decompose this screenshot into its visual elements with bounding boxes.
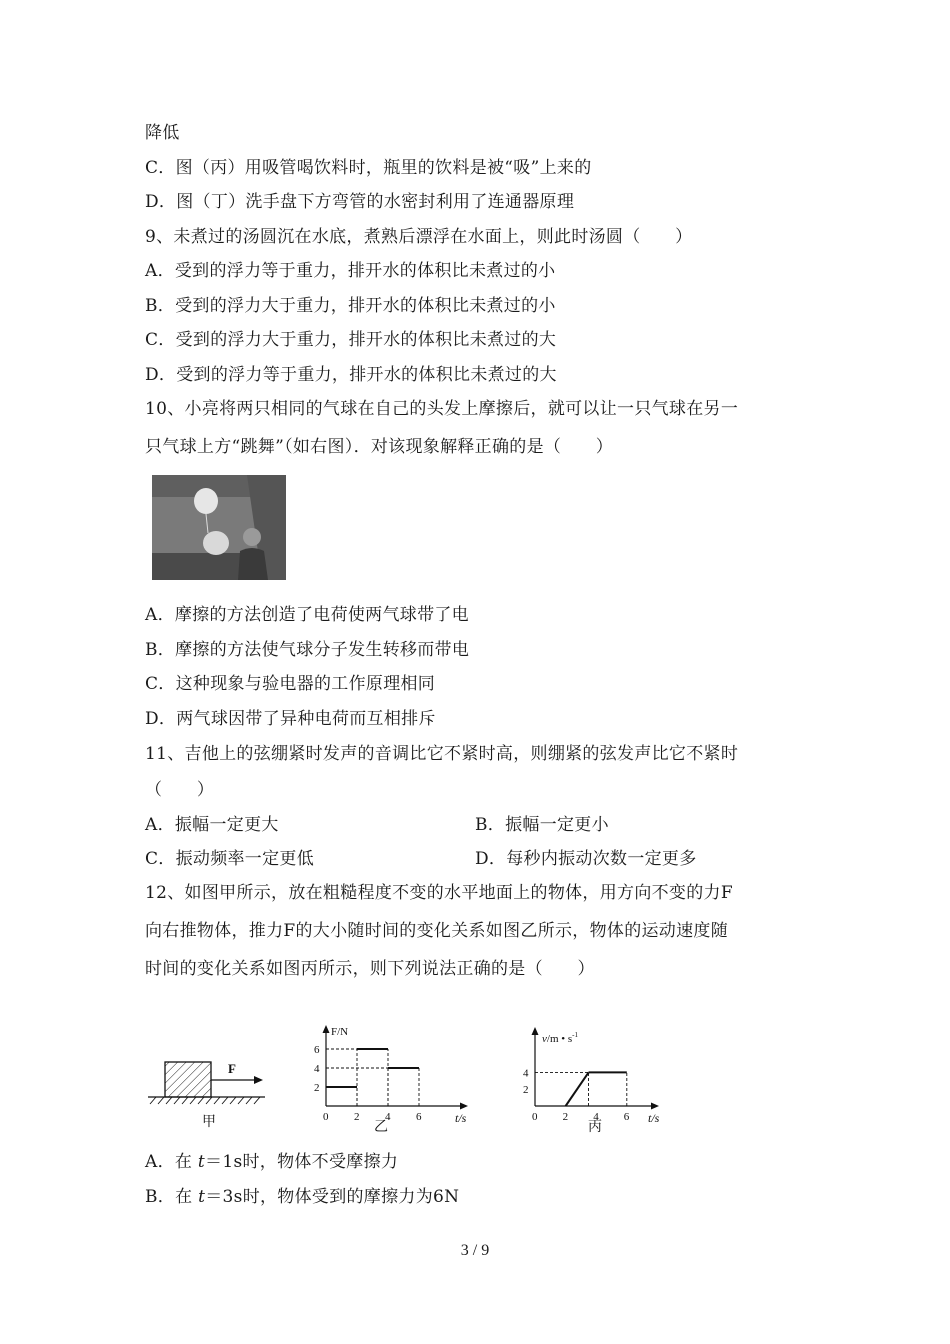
person-body	[238, 548, 268, 580]
x-tick-label: 2	[562, 1111, 569, 1123]
force-label: F	[228, 1061, 236, 1076]
y-tick-label: 6	[314, 1044, 320, 1056]
x-axis-arrow	[651, 1103, 659, 1110]
caption-bing: 丙	[588, 1120, 602, 1135]
x-axis-arrow	[460, 1103, 468, 1110]
q12-option-a-post: ＝1s时，物体不受摩擦力	[205, 1152, 399, 1172]
caption-jia: 甲	[202, 1115, 216, 1130]
q12-option-a-pre: A．在	[145, 1152, 198, 1172]
upper-balloon	[194, 488, 218, 514]
x-tick-label: 6	[416, 1111, 422, 1123]
balloon-photo-drawing	[152, 475, 286, 580]
y-axis-label	[542, 1031, 578, 1045]
x-tick-label: 4	[385, 1111, 391, 1123]
q9-option-d: D．受到的浮力等于重力，排开水的体积比未煮过的大	[145, 365, 557, 385]
y-tick-label: 4	[523, 1067, 529, 1080]
y-axis-arrow	[532, 1027, 539, 1035]
x-tick-label: 0	[532, 1111, 538, 1123]
q10-option-c: C．这种现象与验电器的工作原理相同	[145, 674, 436, 694]
question-12-line3: 时间的变化关系如图丙所示，则下列说法正确的是（ ）	[145, 959, 595, 979]
question-10-line2: 只气球上方“跳舞”（如右图）．对该现象解释正确的是（ ）	[145, 437, 614, 457]
y-tick-label: 4	[314, 1063, 320, 1075]
y-tick-label: 2	[523, 1084, 529, 1097]
q12-option-b	[145, 1186, 459, 1208]
block	[165, 1062, 211, 1097]
person-head	[243, 528, 261, 546]
balloon-photo	[152, 475, 286, 580]
question-11-line2: （ ）	[145, 780, 215, 800]
q11-option-c: C．振动频率一定更低	[145, 849, 315, 869]
y-axis-label: F/N	[331, 1026, 349, 1038]
q12-option-b-pre: B．在	[145, 1187, 199, 1207]
y-axis-label-exp: -1	[572, 1031, 578, 1039]
x-tick-label: 6	[623, 1111, 630, 1123]
series-segment	[566, 1072, 589, 1106]
q9-option-b: B．受到的浮力大于重力，排开水的体积比未煮过的小	[145, 296, 556, 316]
q9-option-a: A．受到的浮力等于重力，排开水的体积比未煮过的小	[145, 261, 556, 281]
q11-option-d: D．每秒内振动次数一定更多	[475, 849, 697, 869]
q9-option-c: C．受到的浮力大于重力，排开水的体积比未煮过的大	[145, 330, 557, 350]
q10-option-a: A．摩擦的方法创造了电荷使两气球带了电	[145, 605, 469, 625]
question-12-line2: 向右推物体，推力F的大小随时间的变化关系如图乙所示，物体的运动速度随	[145, 921, 728, 941]
q12-option-b-post: ＝3s时，物体受到的摩擦力为6N	[205, 1187, 460, 1207]
x-axis-label: t/s	[648, 1111, 660, 1125]
lower-balloon	[203, 531, 229, 555]
y-tick-label: 2	[314, 1082, 320, 1094]
q12-option-a	[145, 1151, 398, 1173]
figure-bing	[515, 1020, 675, 1135]
question-9: 9、未煮过的汤圆沉在水底，煮熟后漂浮在水面上，则此时汤圆（ ）	[145, 227, 693, 247]
page-number: 3 / 9	[460, 1242, 490, 1259]
option-c-prev: C．图（丙）用吸管喝饮料时，瓶里的饮料是被“吸”上来的	[145, 158, 592, 178]
ground-hatch	[150, 1097, 260, 1104]
q10-option-b: B．摩擦的方法使气球分子发生转移而带电	[145, 640, 470, 660]
q11-option-b: B．振幅一定更小	[475, 815, 609, 835]
y-axis-label-unit: /m • s	[546, 1033, 573, 1045]
caption-yi: 乙	[374, 1120, 388, 1135]
x-tick-label: 4	[593, 1111, 599, 1123]
line-continuation: 降低	[145, 123, 180, 143]
figure-yi	[300, 1020, 480, 1135]
chart-yi	[300, 1020, 480, 1135]
question-10-line1: 10、小亮将两只相同的气球在自己的头发上摩擦后，就可以让一只气球在另一	[145, 399, 739, 419]
q12-option-b-var: t	[198, 1187, 206, 1207]
chart-bing	[515, 1020, 675, 1135]
force-arrow-head	[254, 1076, 263, 1084]
q10-option-d: D．两气球因带了异种电荷而互相排斥	[145, 709, 436, 729]
figure-jia	[140, 1040, 270, 1135]
option-d-prev: D．图（丁）洗手盘下方弯管的水密封利用了连通器原理	[145, 192, 575, 212]
q11-option-a: A．振幅一定更大	[145, 815, 279, 835]
x-axis-label: t/s	[455, 1111, 467, 1125]
x-tick-label: 2	[354, 1111, 360, 1123]
question-11-line1: 11、吉他上的弦绷紧时发声的音调比它不紧时高，则绷紧的弦发声比它不紧时	[145, 744, 739, 764]
question-12-line1: 12、如图甲所示，放在粗糙程度不变的水平地面上的物体，用方向不变的力F	[145, 883, 733, 903]
y-axis-label-v: v	[542, 1033, 547, 1045]
x-tick-label: 0	[323, 1111, 329, 1123]
y-axis-arrow	[323, 1025, 330, 1033]
q12-option-a-var: t	[197, 1152, 206, 1172]
